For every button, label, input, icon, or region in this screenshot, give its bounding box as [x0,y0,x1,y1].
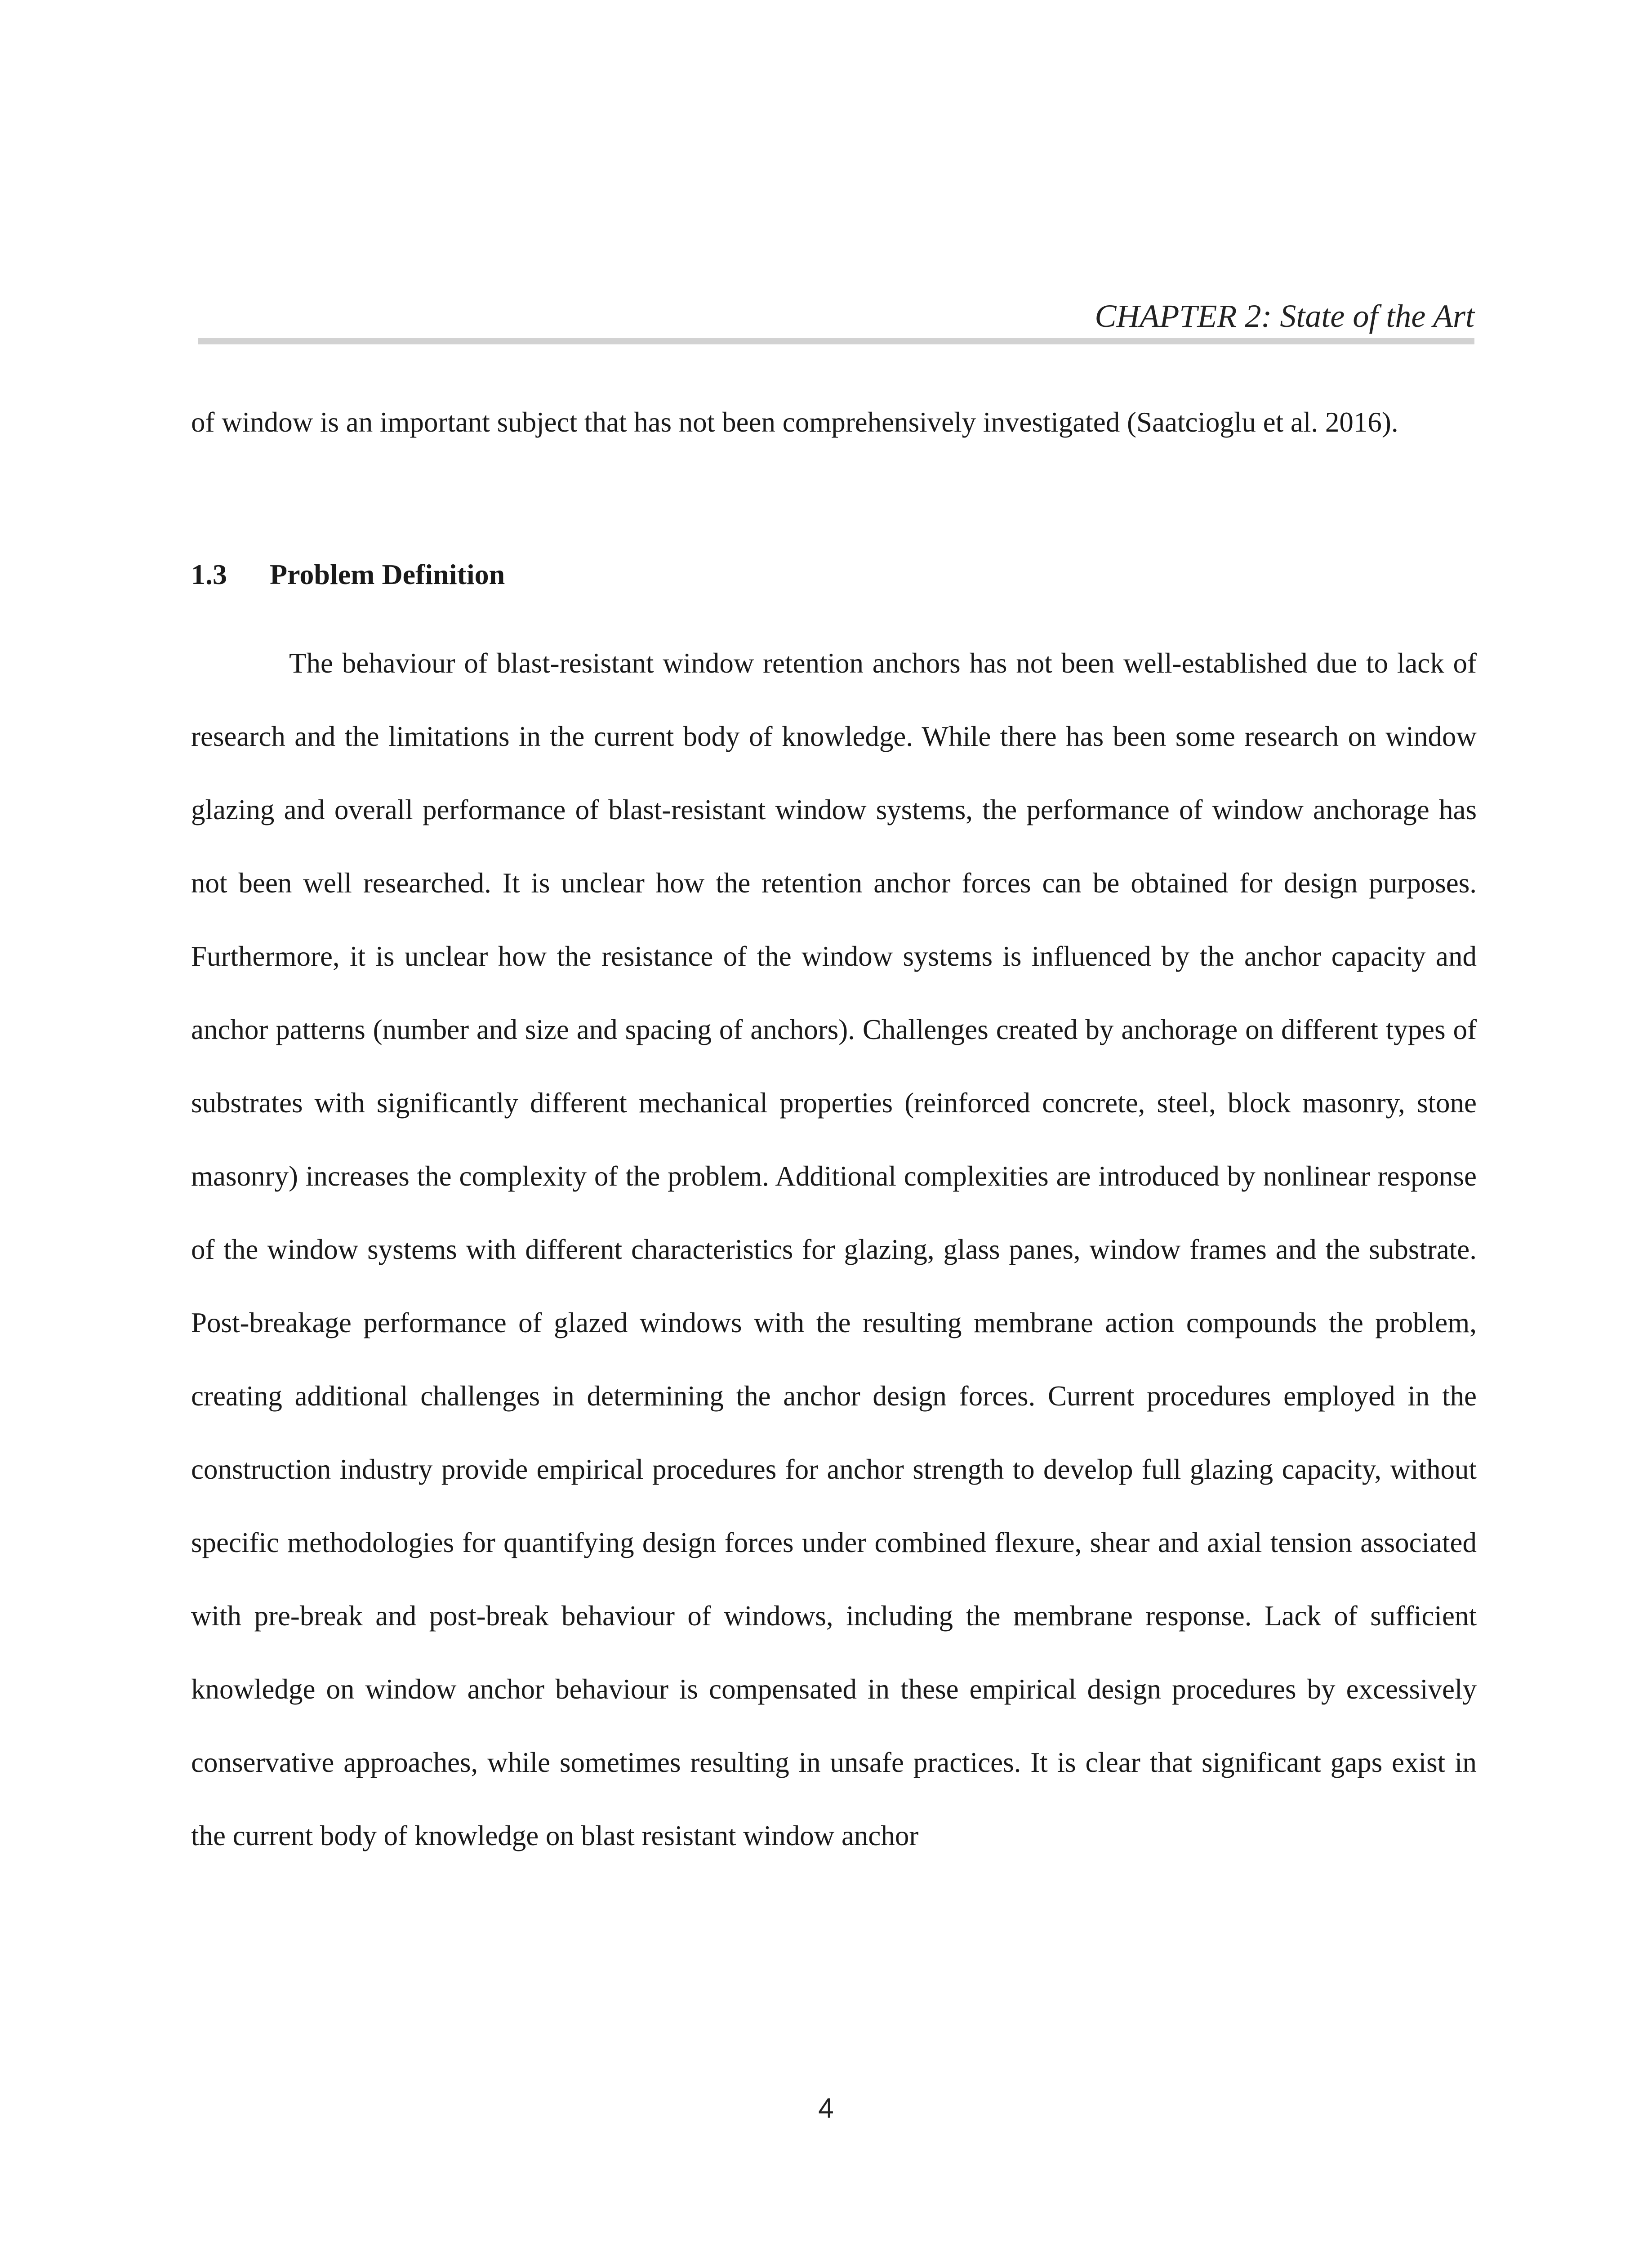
section-number: 1.3 [191,558,227,590]
running-header: CHAPTER 2: State of the Art [1095,298,1474,334]
section-title: Problem Definition [270,558,505,590]
body-paragraph: The behaviour of blast-resistant window retention anchors has not been well-established due to lack of research and the limitations in the current body of knowledge. While there has been some research on window glazing and overall performance of blast-resistant window systems, the performance of window anchorage has not been well researched. It is unclear how the retention anchor forces can be obtained for design purposes. Furthermore, it is unclear how the resistance of the window systems is influenced by the anchor capacity and anchor patterns (number and size and spacing of anchors). Challenges created by anchorage on different types of substrates with significantly different mechanical properties (reinforced concrete, steel, block masonry, stone masonry) increases the complexity of the problem. Additional complexities are introduced by nonlinear response of the window systems with different characteristics for glazing, glass panes, window frames and the substrate. Post-breakage performance of glazed windows with the resulting membrane action compounds the problem, creating additional challenges in determining the anchor design forces. Current procedures employed in the construction industry provide empirical procedures for anchor strength to develop full glazing capacity, without specific methodologies for quantifying design forces under combined flexure, shear and axial tension associated with pre-break and post-break behaviour of windows, including the membrane response. Lack of sufficient knowledge on window anchor behaviour is compensated in these empirical design procedures by excessively conservative approaches, while sometimes resulting in unsafe practices. It is clear that significant gaps exist in the current body of knowledge on blast resistant window anchor [191,647,1477,1851]
continued-paragraph: of window is an important subject that has not been comprehensively investigated (Saatcioglu et al. 2016). [191,406,1398,438]
page-number: 4 [818,2093,834,2124]
header-rule [198,338,1474,344]
section-heading [191,552,1477,597]
